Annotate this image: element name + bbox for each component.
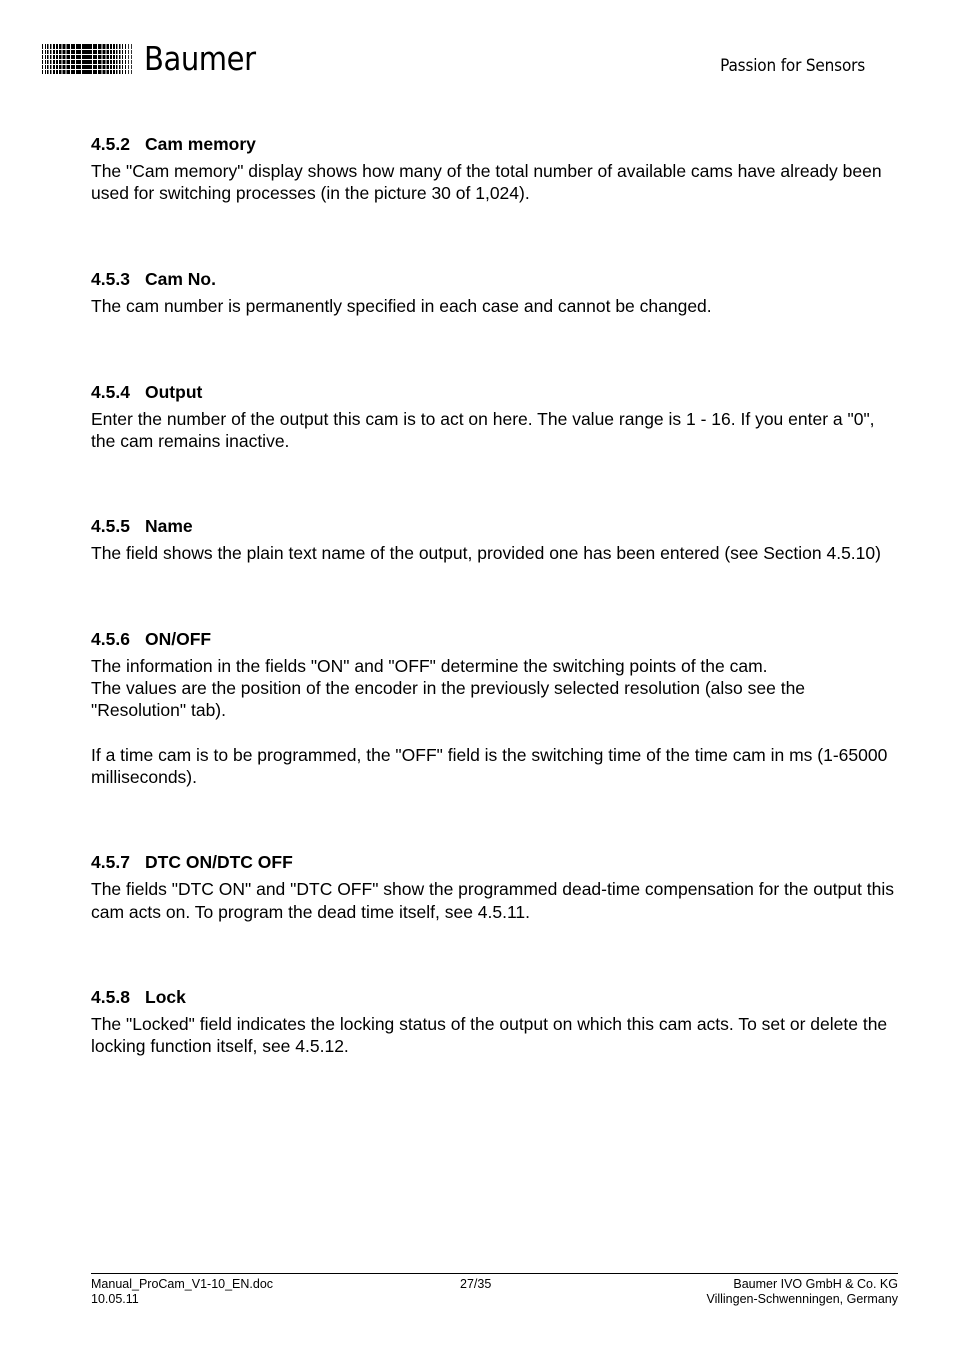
section-heading: 4.5.4 Output [91, 381, 203, 402]
footer-page-number: 27/35 [460, 1277, 492, 1291]
section-heading: 4.5.8 Lock [91, 986, 186, 1007]
section-paragraph: If a time cam is to be programmed, the "OFF" field is the switching time of the time cam in ms (1-65000 milliseconds). [91, 744, 888, 787]
footer-location: Villingen-Schwenningen, Germany [706, 1292, 898, 1306]
document-body [91, 133, 901, 1057]
page-header [0, 0, 954, 100]
section-on-off [91, 628, 901, 788]
section-heading: 4.5.2 Cam memory [91, 134, 256, 154]
section-dtc-on-off [91, 851, 901, 923]
section-paragraph: The values are the position of the encoder in the previously selected resolution (also see the "Resolution" tab). [91, 678, 806, 721]
section-paragraph: The information in the fields "ON" and "OFF" determine the switching points of the cam. [91, 655, 768, 676]
section-heading: 4.5.6 ON/OFF [91, 628, 212, 649]
section-cam-memory [91, 133, 901, 205]
baumer-logo [42, 39, 271, 78]
footer-right [706, 1277, 898, 1307]
baumer-logo-mark-icon [42, 44, 134, 74]
section-paragraph: The field shows the plain text name of the output, provided one has been entered (see Section 4.5.10) [91, 543, 881, 564]
section-output [91, 381, 901, 453]
section-heading: 4.5.5 Name [91, 516, 193, 537]
footer-left [91, 1277, 273, 1307]
section-paragraph: Enter the number of the output this cam is to act on here. The value range is 1 - 16. If you enter a "0", the cam remains inactive. [91, 408, 875, 452]
footer-date: 10.05.11 [91, 1292, 139, 1306]
section-lock [91, 986, 901, 1058]
section-paragraph: The cam number is permanently specified in each case and cannot be changed. [91, 295, 712, 316]
tagline: Passion for Sensors [720, 56, 865, 76]
section-paragraph: The "Cam memory" display shows how many of the total number of available cams have already been used for switching processes (in the picture 30 of 1,024). [91, 161, 882, 204]
page-footer [91, 1273, 898, 1306]
section-paragraph: The fields "DTC ON" and "DTC OFF" show the programmed dead-time compensation for the output this cam acts on. To program the dead time itself, see 4.5.11. [91, 879, 894, 922]
footer-filename: Manual_ProCam_V1-10_EN.doc [91, 1277, 274, 1291]
section-paragraph: The "Locked" field indicates the locking status of the output on which this cam acts. To set or delete the locking function itself, see 4.5.12. [91, 1013, 888, 1057]
footer-company: Baumer IVO GmbH & Co. KG [733, 1277, 898, 1291]
section-cam-no [91, 268, 901, 317]
brand-name: Baumer [144, 39, 256, 78]
section-heading: 4.5.3 Cam No. [91, 268, 216, 289]
section-heading: 4.5.7 DTC ON/DTC OFF [91, 852, 293, 873]
section-name [91, 515, 901, 564]
